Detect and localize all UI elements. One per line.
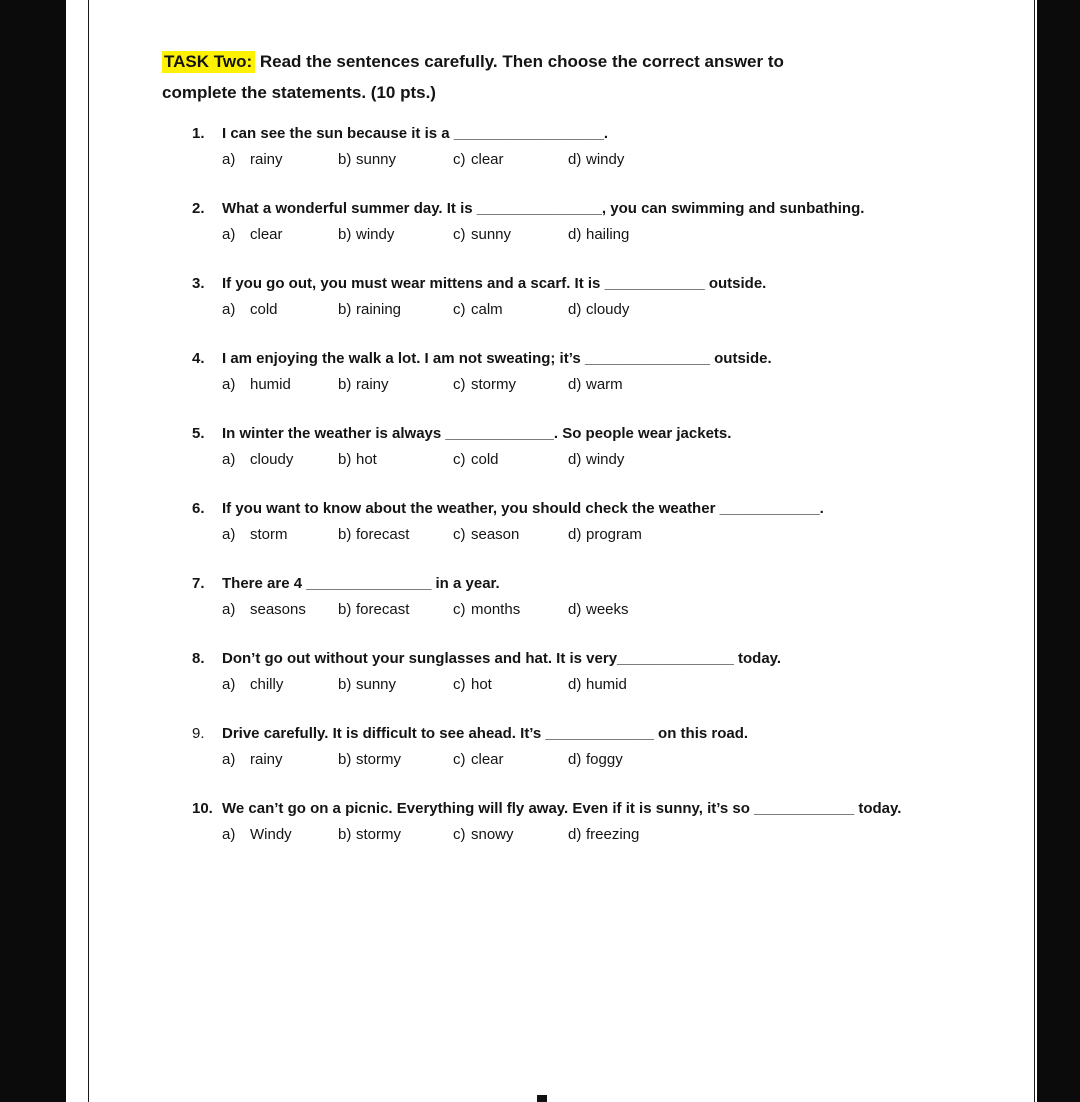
question-line xyxy=(192,725,1034,743)
question-text: If you go out, you must wear mittens and a scarf. It is ____________ outside. xyxy=(222,275,767,292)
option-c xyxy=(453,226,568,244)
option-letter: b) xyxy=(338,301,352,318)
question-number: 8. xyxy=(192,650,205,667)
option-letter: c) xyxy=(453,826,466,843)
option-letter: d) xyxy=(568,826,582,843)
option-letter: d) xyxy=(568,676,582,693)
question-block xyxy=(192,575,1034,619)
left-black-margin-bar xyxy=(0,0,66,1102)
question-block xyxy=(192,125,1034,169)
option-c xyxy=(453,151,568,169)
option-letter: b) xyxy=(338,826,352,843)
option-letter: c) xyxy=(453,676,466,693)
question-line xyxy=(192,500,1034,518)
instructions-line1-text: Read the sentences carefully. Then choose the correct answer to xyxy=(255,52,784,71)
option-letter: b) xyxy=(338,676,352,693)
option-letter: d) xyxy=(568,451,582,468)
option-letter: d) xyxy=(568,751,582,768)
option-letter: d) xyxy=(568,301,582,318)
option-text: rainy xyxy=(250,751,283,768)
option-text: humid xyxy=(586,676,627,693)
options-row xyxy=(222,601,1034,619)
option-text: stormy xyxy=(356,751,401,768)
option-text: clear xyxy=(250,226,283,243)
options-row xyxy=(222,751,1034,769)
option-d xyxy=(568,451,624,469)
option-d xyxy=(568,226,629,244)
option-text: raining xyxy=(356,301,402,318)
question-number: 1. xyxy=(192,125,205,142)
question-line xyxy=(192,350,1034,368)
option-a xyxy=(222,151,338,169)
option-letter: a) xyxy=(222,301,236,318)
option-letter: b) xyxy=(338,751,352,768)
option-b xyxy=(338,451,453,469)
question-line xyxy=(192,275,1034,293)
option-a xyxy=(222,451,338,469)
question-block xyxy=(192,650,1034,694)
option-d xyxy=(568,376,623,394)
option-d xyxy=(568,151,624,169)
question-number: 5. xyxy=(192,425,205,442)
option-d xyxy=(568,301,629,319)
option-b xyxy=(338,526,453,544)
option-text: seasons xyxy=(250,601,306,618)
option-text: warm xyxy=(586,376,623,393)
question-text: We can’t go on a picnic. Everything will fly away. Even if it is sunny, it’s so ____________ today. xyxy=(222,800,902,817)
option-a xyxy=(222,751,338,769)
options-row xyxy=(222,451,1034,469)
option-letter: a) xyxy=(222,151,236,168)
question-text: If you want to know about the weather, you should check the weather ____________. xyxy=(222,500,824,517)
question-text: In winter the weather is always _____________. So people wear jackets. xyxy=(222,425,732,442)
right-black-margin-bar xyxy=(1037,0,1080,1102)
option-letter: c) xyxy=(453,151,466,168)
question-number: 7. xyxy=(192,575,205,592)
options-row xyxy=(222,226,1034,244)
question-list xyxy=(192,125,1034,844)
option-letter: a) xyxy=(222,526,236,543)
option-text: hailing xyxy=(586,226,630,243)
question-text: What a wonderful summer day. It is _______________, you can swimming and sunbathing. xyxy=(222,200,865,217)
question-number: 3. xyxy=(192,275,205,292)
option-a xyxy=(222,526,338,544)
option-letter: c) xyxy=(453,526,466,543)
option-text: humid xyxy=(250,376,291,393)
option-c xyxy=(453,451,568,469)
option-d xyxy=(568,826,639,844)
option-text: season xyxy=(471,526,520,543)
option-c xyxy=(453,601,568,619)
option-letter: b) xyxy=(338,601,352,618)
option-text: chilly xyxy=(250,676,284,693)
options-row xyxy=(222,826,1034,844)
option-b xyxy=(338,301,453,319)
option-c xyxy=(453,376,568,394)
question-line xyxy=(192,425,1034,443)
option-letter: b) xyxy=(338,151,352,168)
task-instructions xyxy=(162,46,1034,108)
instructions-line1 xyxy=(162,46,1034,77)
option-c xyxy=(453,526,568,544)
option-b xyxy=(338,751,453,769)
option-text: rainy xyxy=(250,151,283,168)
question-line xyxy=(192,800,1034,818)
question-number: 6. xyxy=(192,500,205,517)
option-text: stormy xyxy=(356,826,401,843)
option-d xyxy=(568,526,642,544)
question-text: There are 4 _______________ in a year. xyxy=(222,575,500,592)
option-b xyxy=(338,376,453,394)
question-line xyxy=(192,650,1034,668)
option-letter: d) xyxy=(568,526,582,543)
option-letter: a) xyxy=(222,451,236,468)
options-row xyxy=(222,301,1034,319)
option-letter: c) xyxy=(453,451,466,468)
option-b xyxy=(338,826,453,844)
option-letter: a) xyxy=(222,601,236,618)
option-b xyxy=(338,226,453,244)
option-a xyxy=(222,601,338,619)
option-letter: d) xyxy=(568,226,582,243)
option-text: rainy xyxy=(356,376,389,393)
task-label-highlighted: TASK Two: xyxy=(162,51,255,73)
option-text: cloudy xyxy=(250,451,294,468)
option-letter: c) xyxy=(453,376,466,393)
option-letter: b) xyxy=(338,226,352,243)
option-c xyxy=(453,676,568,694)
option-text: sunny xyxy=(356,151,397,168)
option-text: windy xyxy=(586,451,625,468)
question-block xyxy=(192,500,1034,544)
option-c xyxy=(453,301,568,319)
option-text: sunny xyxy=(471,226,512,243)
options-row xyxy=(222,526,1034,544)
option-text: hot xyxy=(356,451,377,468)
option-text: months xyxy=(471,601,521,618)
option-b xyxy=(338,601,453,619)
option-letter: d) xyxy=(568,151,582,168)
option-letter: c) xyxy=(453,226,466,243)
option-text: clear xyxy=(471,751,504,768)
option-letter: b) xyxy=(338,451,352,468)
option-text: foggy xyxy=(586,751,623,768)
question-line xyxy=(192,575,1034,593)
option-c xyxy=(453,826,568,844)
question-number: 2. xyxy=(192,200,205,217)
option-text: hot xyxy=(471,676,492,693)
option-b xyxy=(338,151,453,169)
question-block xyxy=(192,725,1034,769)
option-text: windy xyxy=(586,151,625,168)
option-letter: b) xyxy=(338,526,352,543)
question-text: I am enjoying the walk a lot. I am not sweating; it’s _______________ outside. xyxy=(222,350,772,367)
option-text: stormy xyxy=(471,376,516,393)
question-number: 10. xyxy=(192,800,213,817)
options-row xyxy=(222,676,1034,694)
option-text: sunny xyxy=(356,676,397,693)
question-block xyxy=(192,800,1034,844)
option-text: freezing xyxy=(586,826,640,843)
option-d xyxy=(568,676,627,694)
question-block xyxy=(192,350,1034,394)
option-d xyxy=(568,601,629,619)
option-d xyxy=(568,751,623,769)
question-number: 9. xyxy=(192,725,205,742)
option-letter: c) xyxy=(453,601,466,618)
option-letter: b) xyxy=(338,376,352,393)
option-a xyxy=(222,376,338,394)
option-text: weeks xyxy=(586,601,629,618)
option-text: cloudy xyxy=(586,301,630,318)
option-text: forecast xyxy=(356,601,410,618)
option-text: Windy xyxy=(250,826,292,843)
option-text: snowy xyxy=(471,826,514,843)
option-a xyxy=(222,226,338,244)
option-a xyxy=(222,676,338,694)
question-number: 4. xyxy=(192,350,205,367)
option-a xyxy=(222,826,338,844)
question-text: I can see the sun because it is a __________________. xyxy=(222,125,609,142)
question-text: Drive carefully. It is difficult to see ahead. It’s _____________ on this road. xyxy=(222,725,749,742)
option-letter: d) xyxy=(568,376,582,393)
question-block xyxy=(192,425,1034,469)
option-text: storm xyxy=(250,526,288,543)
option-a xyxy=(222,301,338,319)
option-letter: c) xyxy=(453,301,466,318)
question-block xyxy=(192,275,1034,319)
option-letter: a) xyxy=(222,826,236,843)
option-text: cold xyxy=(250,301,278,318)
options-row xyxy=(222,376,1034,394)
page-right-border-line xyxy=(1034,0,1035,1102)
option-letter: a) xyxy=(222,676,236,693)
option-letter: c) xyxy=(453,751,466,768)
option-text: calm xyxy=(471,301,503,318)
option-letter: d) xyxy=(568,601,582,618)
option-c xyxy=(453,751,568,769)
option-text: program xyxy=(586,526,642,543)
question-block xyxy=(192,200,1034,244)
option-text: forecast xyxy=(356,526,410,543)
question-text: Don’t go out without your sunglasses and hat. It is very______________ today. xyxy=(222,650,782,667)
question-line xyxy=(192,200,1034,218)
option-letter: a) xyxy=(222,376,236,393)
question-line xyxy=(192,125,1034,143)
option-b xyxy=(338,676,453,694)
option-text: clear xyxy=(471,151,504,168)
option-text: windy xyxy=(356,226,395,243)
option-letter: a) xyxy=(222,751,236,768)
cut-off-page-number xyxy=(537,1095,547,1102)
options-row xyxy=(222,151,1034,169)
option-letter: a) xyxy=(222,226,236,243)
page-content xyxy=(89,0,1034,1102)
instructions-line2: complete the statements. (10 pts.) xyxy=(162,83,436,102)
option-text: cold xyxy=(471,451,499,468)
